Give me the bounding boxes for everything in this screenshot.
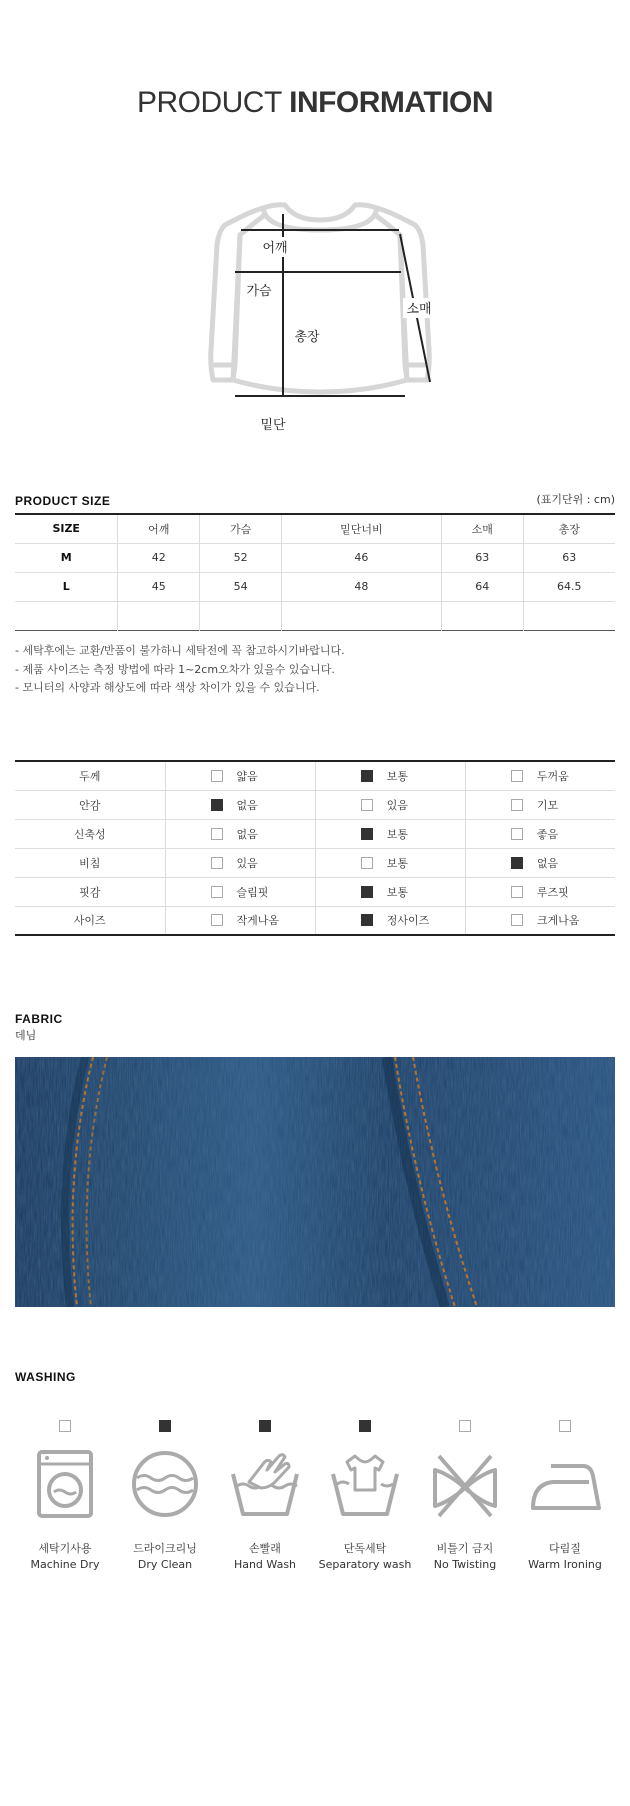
value-cell: 52 — [200, 543, 282, 572]
checkbox[interactable] — [211, 799, 223, 811]
wash-item-separate — [315, 1420, 415, 1571]
title-bold: INFORMATION — [289, 86, 494, 119]
option-label: 있음 — [386, 798, 408, 812]
wash-label-ko: 다림질 — [549, 1542, 581, 1555]
value-cell: 64.5 — [523, 572, 615, 601]
separate-wash-icon — [329, 1448, 401, 1520]
header-cell: 총장 — [523, 514, 615, 543]
hand-wash-icon — [229, 1448, 301, 1520]
feature-option — [165, 877, 315, 906]
label-sleeve: 소매 — [406, 302, 432, 317]
label-length: 총장 — [294, 330, 320, 345]
table-row — [15, 848, 615, 877]
wash-label-en: Hand Wash — [233, 1558, 297, 1571]
feature-option — [465, 906, 615, 935]
option-label: 보통 — [386, 856, 408, 870]
option-label: 두꺼움 — [536, 769, 569, 783]
checkbox[interactable] — [511, 799, 523, 811]
checkbox[interactable] — [511, 886, 523, 898]
feature-label: 비침 — [15, 848, 165, 877]
wash-label-ko: 손빨래 — [249, 1542, 281, 1555]
wash-label-ko: 드라이크리닝 — [133, 1542, 197, 1555]
size-cell: L — [15, 572, 118, 601]
option-label: 정사이즈 — [386, 914, 430, 928]
washing-guide — [15, 1420, 615, 1590]
note-line: - 세탁후에는 교환/반품이 불가하니 세탁전에 꼭 참고하시기바랍니다. — [15, 644, 345, 657]
checkbox[interactable] — [361, 828, 373, 840]
wash-item-handwash — [215, 1420, 315, 1571]
dry-clean-icon — [129, 1448, 201, 1520]
checkbox[interactable] — [361, 770, 373, 782]
value-cell: 54 — [200, 572, 282, 601]
table-row — [15, 877, 615, 906]
option-label: 작게나옴 — [236, 914, 280, 928]
checkbox[interactable] — [59, 1420, 71, 1432]
feature-option — [165, 819, 315, 848]
wash-item-dryclean — [115, 1420, 215, 1571]
header-cell: SIZE — [15, 514, 118, 543]
checkbox[interactable] — [559, 1420, 571, 1432]
checkbox[interactable] — [211, 886, 223, 898]
feature-option — [165, 790, 315, 819]
feature-label: 신축성 — [15, 819, 165, 848]
feature-option — [165, 848, 315, 877]
size-table — [15, 513, 615, 631]
feature-option — [315, 819, 465, 848]
washing-machine-icon — [33, 1448, 97, 1520]
option-label: 루즈핏 — [536, 885, 569, 899]
table-row — [15, 572, 615, 601]
checkbox[interactable] — [361, 914, 373, 926]
table-row — [15, 761, 615, 790]
value-cell: 63 — [441, 543, 523, 572]
feature-option — [315, 848, 465, 877]
checkbox[interactable] — [211, 857, 223, 869]
washing-title: WASHING — [15, 1370, 76, 1384]
fabric-name: 데님 — [15, 1029, 37, 1042]
checkbox[interactable] — [159, 1420, 171, 1432]
feature-option — [165, 906, 315, 935]
label-chest: 가슴 — [246, 284, 272, 299]
unit-note: (표기단위 : cm) — [536, 493, 615, 506]
wash-label-en: Separatory wash — [318, 1558, 412, 1571]
feature-option — [315, 877, 465, 906]
fabric-title: FABRIC — [15, 1012, 63, 1026]
option-label: 없음 — [536, 856, 559, 870]
label-hem: 밑단 — [260, 418, 286, 433]
checkbox[interactable] — [211, 828, 223, 840]
option-label: 없음 — [236, 827, 258, 841]
value-cell — [523, 601, 615, 630]
feature-label: 핏감 — [15, 877, 165, 906]
value-cell — [118, 601, 200, 630]
checkbox[interactable] — [359, 1420, 371, 1432]
option-label: 보통 — [386, 885, 408, 899]
value-cell: 63 — [523, 543, 615, 572]
checkbox[interactable] — [511, 857, 523, 869]
note-line: - 제품 사이즈는 측정 방법에 따라 1~2cm오차가 있을수 있습니다. — [15, 662, 335, 676]
wash-label-ko: 비틀기 금지 — [436, 1542, 494, 1555]
wash-label-ko: 단독세탁 — [343, 1542, 387, 1555]
feature-option — [315, 761, 465, 790]
checkbox[interactable] — [259, 1420, 271, 1432]
value-cell: 48 — [281, 572, 441, 601]
value-cell — [200, 601, 282, 630]
note-line: - 모니터의 사양과 해상도에 따라 색상 차이가 있을 수 있습니다. — [15, 681, 320, 694]
feature-table — [15, 760, 615, 936]
option-label: 크게나옴 — [536, 914, 580, 928]
checkbox[interactable] — [361, 799, 373, 811]
option-label: 슬림핏 — [236, 885, 269, 899]
feature-option — [465, 790, 615, 819]
feature-label: 안감 — [15, 790, 165, 819]
no-twisting-icon — [429, 1448, 501, 1520]
size-cell — [15, 601, 118, 630]
value-cell — [281, 601, 441, 630]
table-row — [15, 543, 615, 572]
checkbox[interactable] — [211, 770, 223, 782]
checkbox[interactable] — [361, 857, 373, 869]
checkbox[interactable] — [511, 914, 523, 926]
feature-option — [315, 906, 465, 935]
wash-label-ko: 세탁기사용 — [38, 1542, 92, 1555]
feature-option — [165, 761, 315, 790]
size-cell: M — [15, 543, 118, 572]
wash-label-en: Warm Ironing — [528, 1558, 602, 1571]
fabric-swatch-image — [15, 1057, 615, 1307]
wash-item-notwist — [415, 1420, 515, 1571]
header-cell: 소매 — [441, 514, 523, 543]
title-light: PRODUCT — [136, 86, 282, 119]
checkbox[interactable] — [459, 1420, 471, 1432]
value-cell: 64 — [441, 572, 523, 601]
value-cell: 42 — [118, 543, 200, 572]
option-label: 있음 — [236, 856, 258, 870]
notes — [15, 642, 345, 698]
wash-label-en: No Twisting — [433, 1558, 497, 1571]
product-size-title: PRODUCT SIZE — [15, 494, 111, 508]
checkbox[interactable] — [511, 770, 523, 782]
table-row — [15, 906, 615, 935]
table-row — [15, 601, 615, 630]
wash-item-iron — [515, 1420, 615, 1571]
feature-option — [465, 848, 615, 877]
table-row — [15, 790, 615, 819]
header-cell: 가슴 — [200, 514, 282, 543]
label-shoulder: 어깨 — [262, 241, 288, 256]
feature-label: 사이즈 — [15, 906, 165, 935]
option-label: 좋음 — [536, 827, 559, 841]
checkbox[interactable] — [211, 914, 223, 926]
checkbox[interactable] — [361, 886, 373, 898]
size-table-header — [15, 514, 615, 543]
wash-label-en: Machine Dry — [30, 1558, 100, 1571]
option-label: 얇음 — [236, 769, 258, 783]
shirt-measurement-diagram — [205, 200, 435, 440]
checkbox[interactable] — [511, 828, 523, 840]
value-cell — [441, 601, 523, 630]
page-title — [0, 86, 630, 120]
header-cell: 밑단너비 — [281, 514, 441, 543]
option-label: 보통 — [386, 769, 408, 783]
value-cell: 46 — [281, 543, 441, 572]
iron-icon — [529, 1448, 601, 1520]
feature-label: 두께 — [15, 761, 165, 790]
feature-option — [315, 790, 465, 819]
option-label: 없음 — [236, 798, 258, 812]
feature-option — [465, 877, 615, 906]
feature-option — [465, 761, 615, 790]
wash-item-machine — [15, 1420, 115, 1571]
option-label: 기모 — [536, 798, 559, 812]
feature-option — [465, 819, 615, 848]
wash-label-en: Dry Clean — [137, 1558, 193, 1571]
option-label: 보통 — [386, 827, 408, 841]
table-row — [15, 819, 615, 848]
value-cell: 45 — [118, 572, 200, 601]
header-cell: 어깨 — [118, 514, 200, 543]
